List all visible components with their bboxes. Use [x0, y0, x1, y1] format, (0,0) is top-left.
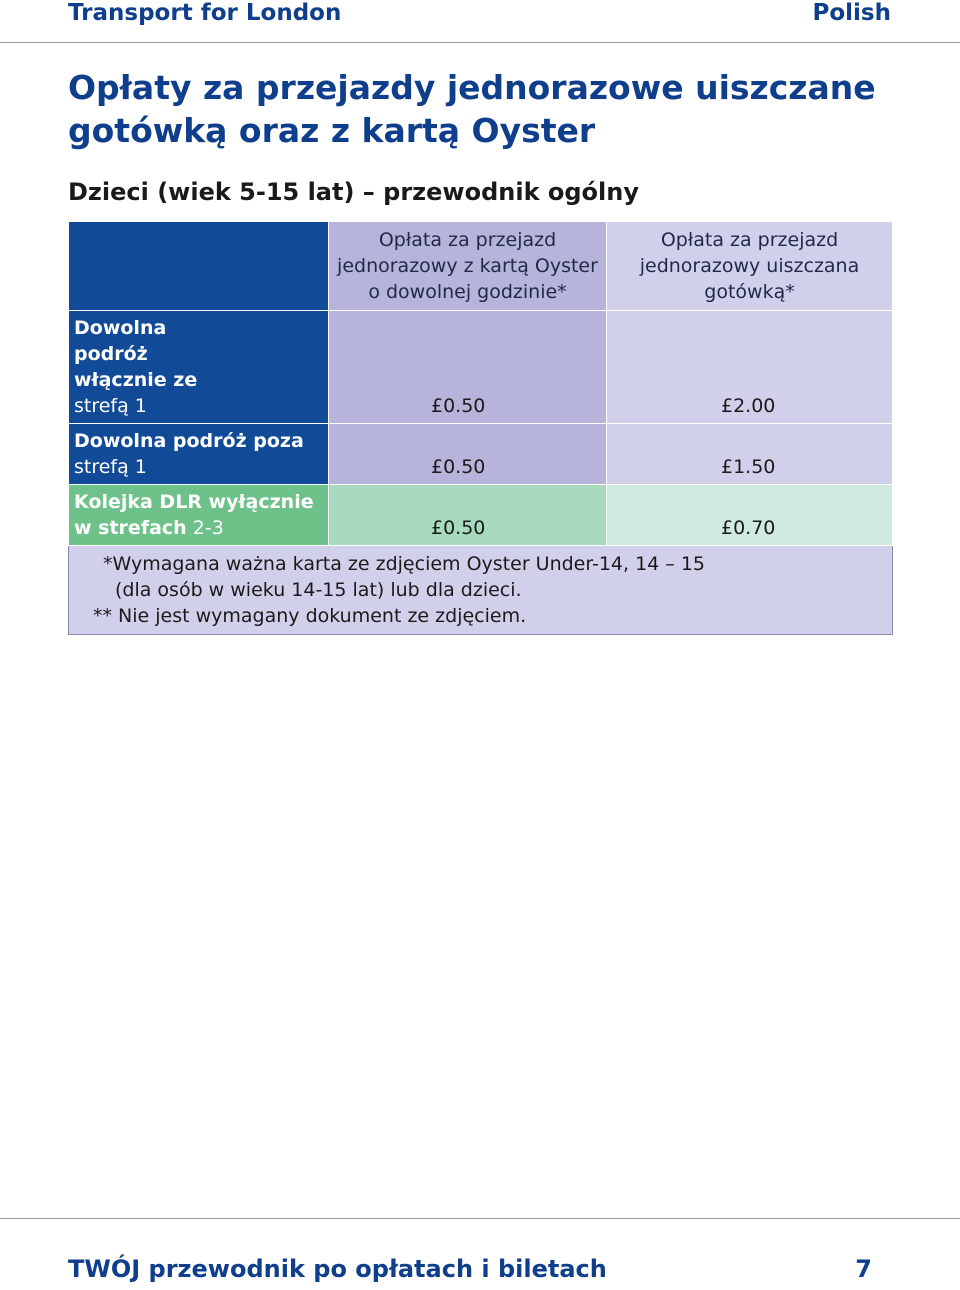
- row-label-regular: 2-3: [192, 517, 224, 539]
- row-label-regular: strefą 1: [74, 456, 147, 478]
- fares-table: [68, 221, 893, 635]
- table-row: [69, 311, 893, 424]
- oyster-fare-value: £0.50: [431, 456, 486, 478]
- header-oyster-fare: Opłata za przejazd jednorazowy z kartą Oyster o dowolnej godzinie*: [329, 222, 607, 311]
- row-label: [69, 311, 329, 424]
- oyster-fare-cell: [329, 311, 607, 424]
- table-row: [69, 424, 893, 485]
- footer-title: TWÓJ przewodnik po opłatach i biletach: [68, 1255, 607, 1283]
- table-header-row: [69, 222, 893, 311]
- page-title: Opłaty za przejazdy jednorazowe uiszczane gotówką oraz z kartą Oyster: [68, 68, 876, 150]
- page-footer: [0, 1218, 960, 1290]
- row-label: [69, 485, 329, 546]
- page-subtitle: Dzieci (wiek 5-15 lat) – przewodnik ogólny: [68, 178, 639, 206]
- page-header: [0, 0, 960, 43]
- row-label: [69, 424, 329, 485]
- row-label-bold: Dowolna podróż poza: [74, 430, 304, 452]
- header-blank-cell: [69, 222, 329, 311]
- page-number: 7: [855, 1255, 872, 1283]
- note-line: (dla osób w wieku 14-15 lat) lub dla dzieci.: [115, 579, 522, 601]
- note-line: *Wymagana ważna karta ze zdjęciem Oyster Under-14, 14 – 15: [103, 553, 706, 575]
- brand-name: Transport for London: [68, 0, 342, 26]
- row-label-bold: Kolejka DLR wyłącznie w strefach: [74, 491, 314, 539]
- note-line: ** Nie jest wymagany dokument ze zdjęciem.: [93, 605, 527, 627]
- oyster-fare-value: £0.50: [431, 395, 486, 417]
- cash-fare-cell: [607, 485, 893, 546]
- table-row: [69, 485, 893, 546]
- notes-row: [69, 546, 893, 635]
- oyster-fare-cell: [329, 424, 607, 485]
- oyster-fare-value: £0.50: [431, 517, 486, 539]
- row-label-bold: Dowolna podróż włącznie ze: [74, 317, 198, 391]
- cash-fare-cell: [607, 311, 893, 424]
- notes-cell: [69, 546, 893, 635]
- cash-fare-value: £0.70: [721, 517, 776, 539]
- cash-fare-value: £1.50: [721, 456, 776, 478]
- cash-fare-value: £2.00: [721, 395, 776, 417]
- header-cash-fare: Opłata za przejazd jednorazowy uiszczana gotówką*: [607, 222, 893, 311]
- row-label-regular: strefą 1: [74, 395, 147, 417]
- language-label: Polish: [812, 0, 891, 26]
- cash-fare-cell: [607, 424, 893, 485]
- row-label-text: [74, 489, 322, 541]
- oyster-fare-cell: [329, 485, 607, 546]
